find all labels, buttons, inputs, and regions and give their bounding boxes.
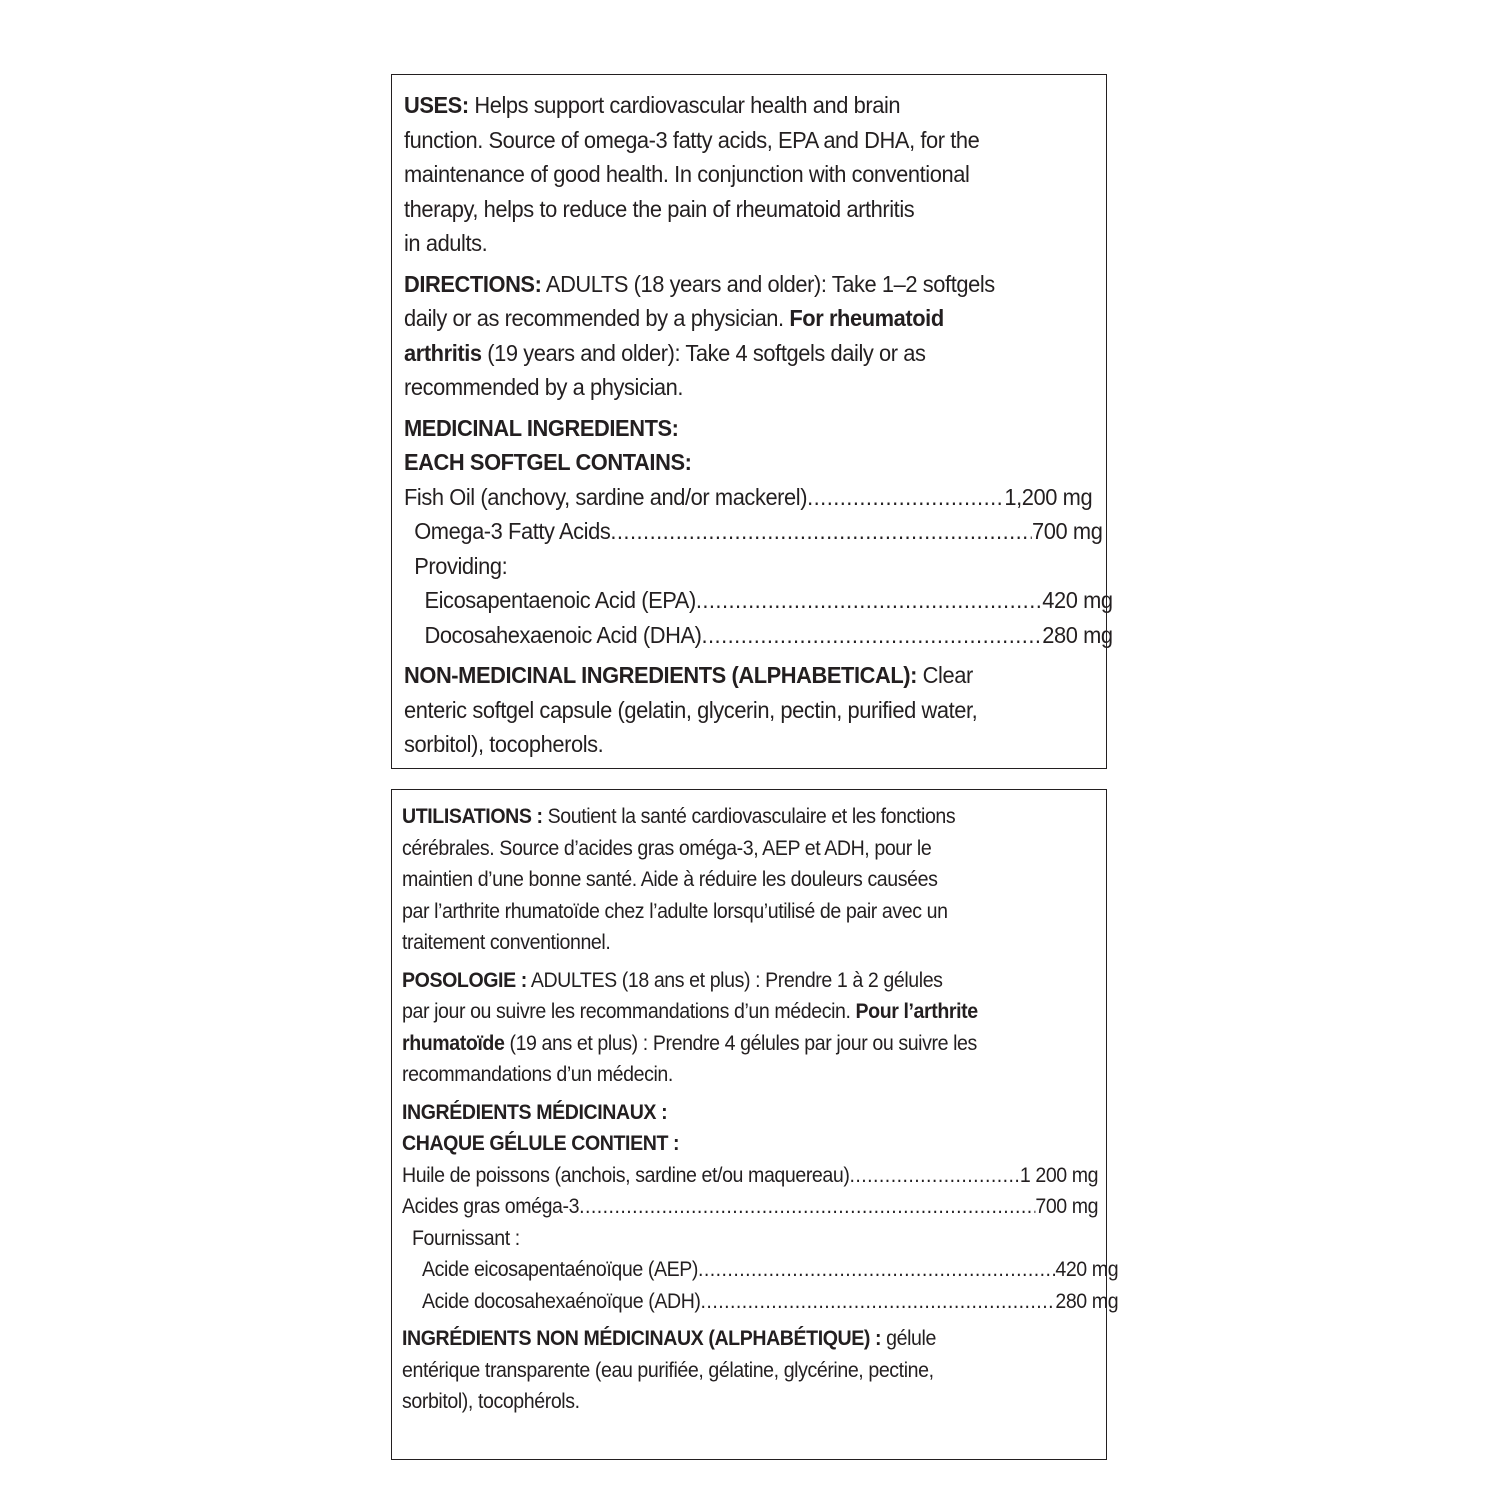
uses-line-3: maintenance of good health. In conjunction with conventional	[404, 161, 970, 187]
ingredient-row	[404, 514, 1102, 549]
gelule-contient-heading: CHAQUE GÉLULE CONTIENT :	[402, 1131, 680, 1155]
utilisations-line-3: maintien d’une bonne santé. Aide à réduire les douleurs causées	[402, 867, 938, 891]
ingredient-amount: 700 mg	[1032, 518, 1103, 544]
ingredient-row	[402, 1160, 1098, 1192]
non-medicinal-heading: NON-MEDICINAL INGREDIENTS (ALPHABETICAL):	[404, 662, 918, 688]
medicinal-heading: MEDICINAL INGREDIENTS:	[404, 414, 679, 441]
uses-heading: USES:	[404, 92, 469, 118]
non-medicinaux-line-2: entérique transparente (eau purifiée, gélatine, glycérine, pectine,	[402, 1357, 934, 1382]
providing-label: Providing:	[414, 552, 508, 579]
non-medicinal-section	[404, 658, 1092, 762]
leader-dots	[579, 1191, 1035, 1223]
leader-dots	[701, 1286, 1056, 1318]
non-medicinal-line-1: Clear	[917, 662, 973, 688]
ingredients-non-medicinaux-section	[402, 1323, 1098, 1418]
french-label-panel	[391, 789, 1119, 1460]
ingredient-amount: 280 mg	[1042, 621, 1113, 648]
directions-heading: DIRECTIONS:	[404, 270, 542, 297]
leader-dots	[701, 618, 1042, 653]
ingredients-medicinaux-heading: INGRÉDIENTS MÉDICINAUX :	[402, 1099, 668, 1124]
ingredient-row	[402, 1286, 1118, 1318]
ingredient-amount: 1 200 mg	[1019, 1162, 1099, 1187]
ingredient-row	[404, 583, 1113, 618]
leader-dots	[696, 583, 1042, 618]
posologie-heading: POSOLOGIE :	[402, 967, 527, 992]
non-medicinal-line-2: enteric softgel capsule (gelatin, glycerin, pectin, purified water,	[404, 696, 978, 723]
posologie-emphasis-2: rhumatoïde	[402, 1030, 505, 1055]
ingredient-name: Acide eicosapentaénoïque (AEP)	[422, 1257, 698, 1281]
ingredient-name: Huile de poissons (anchois, sardine et/ou maquereau)	[402, 1162, 850, 1187]
uses-line-4: therapy, helps to reduce the pain of rheumatoid arthritis	[404, 195, 915, 222]
ingredient-name: Acides gras oméga-3	[402, 1194, 580, 1218]
posologie-line-3: (19 ans et plus) : Prendre 4 gélules par jour ou suivre les	[504, 1030, 977, 1055]
posologie-line-4: recommandations d’un médecin.	[402, 1062, 673, 1086]
ingredient-amount: 420 mg	[1055, 1257, 1119, 1281]
ingredient-amount: 280 mg	[1055, 1288, 1119, 1313]
ingredients-medicinaux-section	[402, 1097, 1119, 1318]
non-medicinal-line-3: sorbitol), tocopherols.	[404, 731, 604, 757]
french-label-text	[402, 801, 1119, 1418]
directions-line-4: recommended by a physician.	[404, 374, 684, 400]
english-label-text	[404, 88, 1113, 762]
posologie-section	[402, 965, 1098, 1091]
uses-line-2: function. Source of omega-3 fatty acids, EPA and DHA, for the	[404, 126, 980, 153]
ingredient-amount: 420 mg	[1042, 587, 1113, 613]
ingredient-row	[404, 480, 1092, 515]
directions-line-3: (19 years and older): Take 4 softgels daily or as	[481, 339, 926, 366]
directions-emphasis-1: For rheumatoid	[789, 305, 944, 331]
ingredient-row	[402, 1191, 1098, 1223]
directions-line-2: daily or as recommended by a physician.	[404, 305, 790, 331]
ingredient-row	[404, 618, 1113, 653]
ingredient-name: Omega-3 Fatty Acids	[414, 518, 611, 544]
directions-section	[404, 267, 1092, 405]
ingredient-name: Fish Oil (anchovy, sardine and/or mackerel)	[404, 483, 808, 510]
ingredient-name: Acide docosahexaénoïque (ADH)	[422, 1288, 701, 1313]
leader-dots	[610, 514, 1032, 549]
posologie-line-1: ADULTES (18 ans et plus) : Prendre 1 à 2 gélules	[526, 967, 943, 992]
ingredient-amount: 1,200 mg	[1004, 483, 1093, 510]
utilisations-section	[402, 801, 1098, 959]
ingredient-amount: 700 mg	[1035, 1194, 1099, 1218]
uses-section	[404, 88, 1092, 261]
non-medicinaux-line-3: sorbitol), tocophérols.	[402, 1389, 580, 1413]
utilisations-line-5: traitement conventionnel.	[402, 930, 611, 954]
ingredients-non-medicinaux-heading: INGRÉDIENTS NON MÉDICINAUX (ALPHABÉTIQUE) :	[402, 1326, 882, 1350]
directions-line-1: ADULTS (18 years and older): Take 1–2 softgels	[541, 270, 995, 297]
softgel-contains-heading: EACH SOFTGEL CONTAINS:	[404, 449, 692, 475]
posologie-emphasis-1: Pour l’arthrite	[855, 999, 978, 1023]
non-medicinaux-line-1: gélule	[881, 1326, 936, 1350]
ingredient-row	[402, 1254, 1118, 1286]
ingredient-name: Docosahexaenoic Acid (DHA)	[424, 621, 702, 648]
utilisations-line-1: Soutient la santé cardiovasculaire et les fonctions	[542, 804, 956, 828]
english-label-panel	[391, 74, 1113, 769]
posologie-line-2: par jour ou suivre les recommandations d’un médecin.	[402, 999, 856, 1023]
leader-dots	[807, 480, 1004, 515]
fournissant-label: Fournissant :	[412, 1225, 520, 1250]
utilisations-heading: UTILISATIONS :	[402, 804, 543, 828]
directions-emphasis-2: arthritis	[404, 339, 482, 366]
utilisations-line-2: cérébrales. Source d’acides gras oméga-3, AEP et ADH, pour le	[402, 835, 932, 860]
ingredient-name: Eicosapentaenoic Acid (EPA)	[424, 587, 696, 613]
medicinal-ingredients-section	[404, 411, 1113, 653]
uses-line-1: Helps support cardiovascular health and brain	[468, 92, 901, 118]
utilisations-line-4: par l’arthrite rhumatoïde chez l’adulte lorsqu’utilisé de pair avec un	[402, 898, 948, 923]
uses-line-5: in adults.	[404, 230, 488, 256]
leader-dots	[849, 1160, 1019, 1192]
leader-dots	[698, 1254, 1055, 1286]
